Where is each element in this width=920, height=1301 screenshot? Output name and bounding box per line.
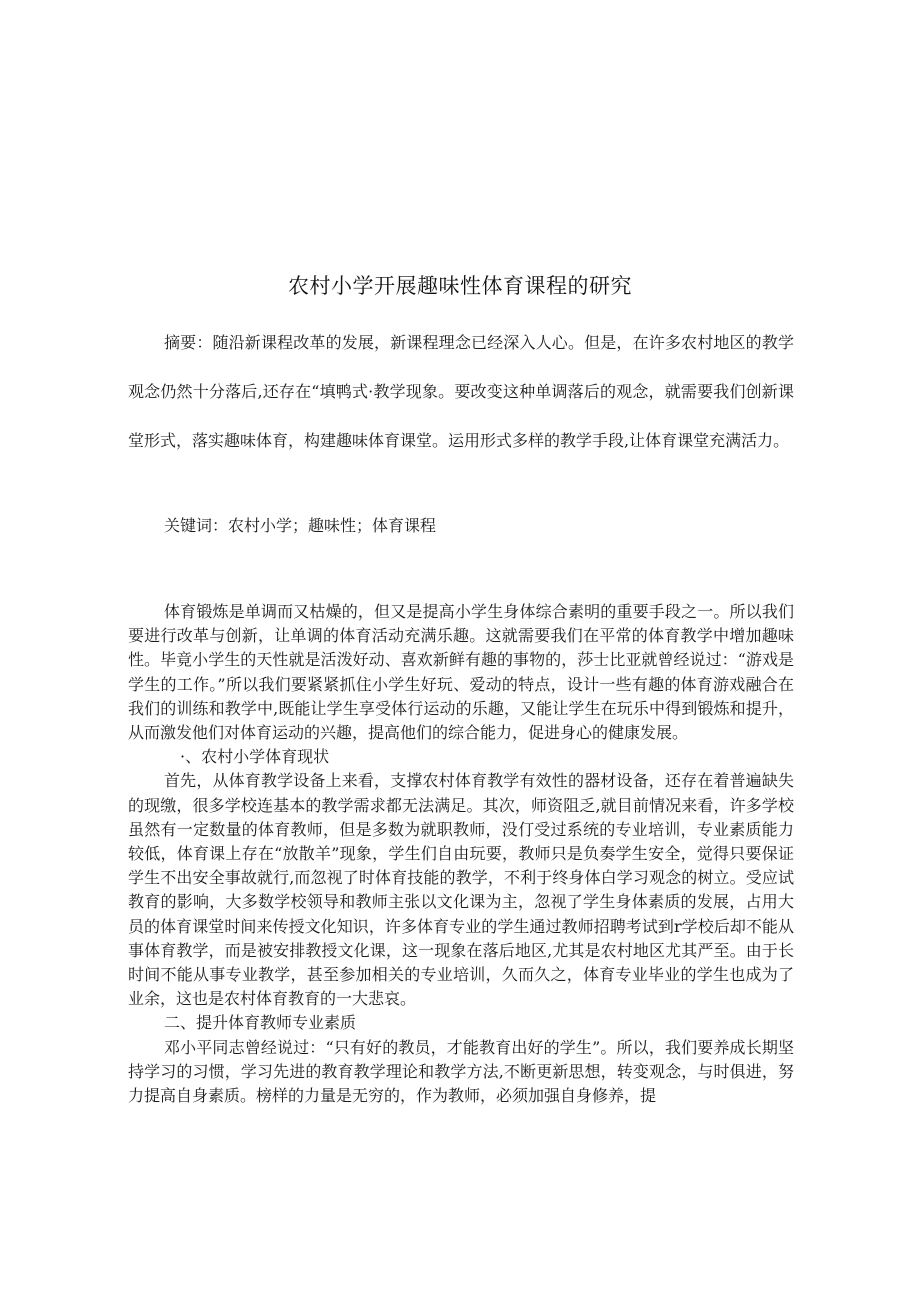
body-text xyxy=(128,600,794,1108)
intro-paragraph: 体育锻炼是单调而又枯燥的，但又是提高小学生身体综合素明的重要手段之一。所以我们要进行改革与创新，让单调的体育活动充满乐趣。这就需要我们在平常的体育教学中增加趣味性。毕竟小学生的天性就是活泼好动、喜欢新鲜有趣的事物的，莎士比亚就曾经说过：“游戏是学生的工作。”所以我们要紧紧抓住小学生好玩、爱动的特点，设计一些有趣的体育游戏融合在我们的训练和教学中,既能让学生享受体行运动的乐趣，又能让学生在玩乐中得到锻炼和提升，从而激发他们对体育运动的兴趣，提高他们的综合能力，促进身心的健康发展。 xyxy=(128,602,794,743)
section-2-paragraph: 邓小平同志曾经说过：“只有好的教员，才能教育出好的学生”。所以，我们要养成长期坚持学习的习惯，学习先进的教育教学理论和教学方法,不断更新思想，转变观念，与时俱进，努力提高自身素质。榜样的力量是无穷的，作为教师，必须加强自身修养，提 xyxy=(128,1037,794,1106)
keywords-line: 关键词：农村小学；趣味性；体育课程 xyxy=(164,516,437,535)
section-heading-1: ·、农村小学体育现状 xyxy=(180,747,330,767)
section-1-paragraph: 首先，从体育教学设备上来看，支撑农村体育教学有效性的器材设备，还存在着普遍缺失的现缴，很多学校连基本的教学需求都无法满足。其次，师资阻乏,就目前情况来看，许多学校虽然有一定数量的体育教师，但是多数为就职教师，没仃受过系统的专业培训，专业素质能力较低，体育课上存在“放散羊”现象，学生们自由玩要，教师只是负奏学生安全，觉得只要保证学生不出安全事故就行,而忽视了时体育技能的教学，不利于终身体白学习观念的树立。受应试教育的影响，大多数学校领导和教师主张以文化课为主，忽视了学生身体素质的发展，占用大员的体育课堂时间来传授文化知识，许多体育专业的学生通过教师招聘考试到r学校后却不能从事体育教学，而是被安排教授文化课，这一现象在落后地区,尤其是农村地区尤其严至。由于长时间不能从事专业教学，甚至参加相关的专业培训，久而久之，体育专业毕业的学生也成为了业余，这也是农村体育教育的一大悲哀。 xyxy=(128,771,794,1009)
section-heading-2: 二、提升体育教师专业素质 xyxy=(164,1013,357,1033)
paper-title: 农村小学开展趣味性体育课程的研究 xyxy=(288,274,632,298)
abstract-paragraph: 摘要：随沿新课程改革的发展，新课程理念已经深入人心。但是，在许多农村地区的教学观念仍然十分落后,还存在“填鸭式·教学现象。要改变这种单调落后的观念，就需要我们创新课堂形式，落实趣味体育，构建趣味体育课堂。运用形式多样的教学手段,让体育课堂充满活力。 xyxy=(128,333,794,450)
